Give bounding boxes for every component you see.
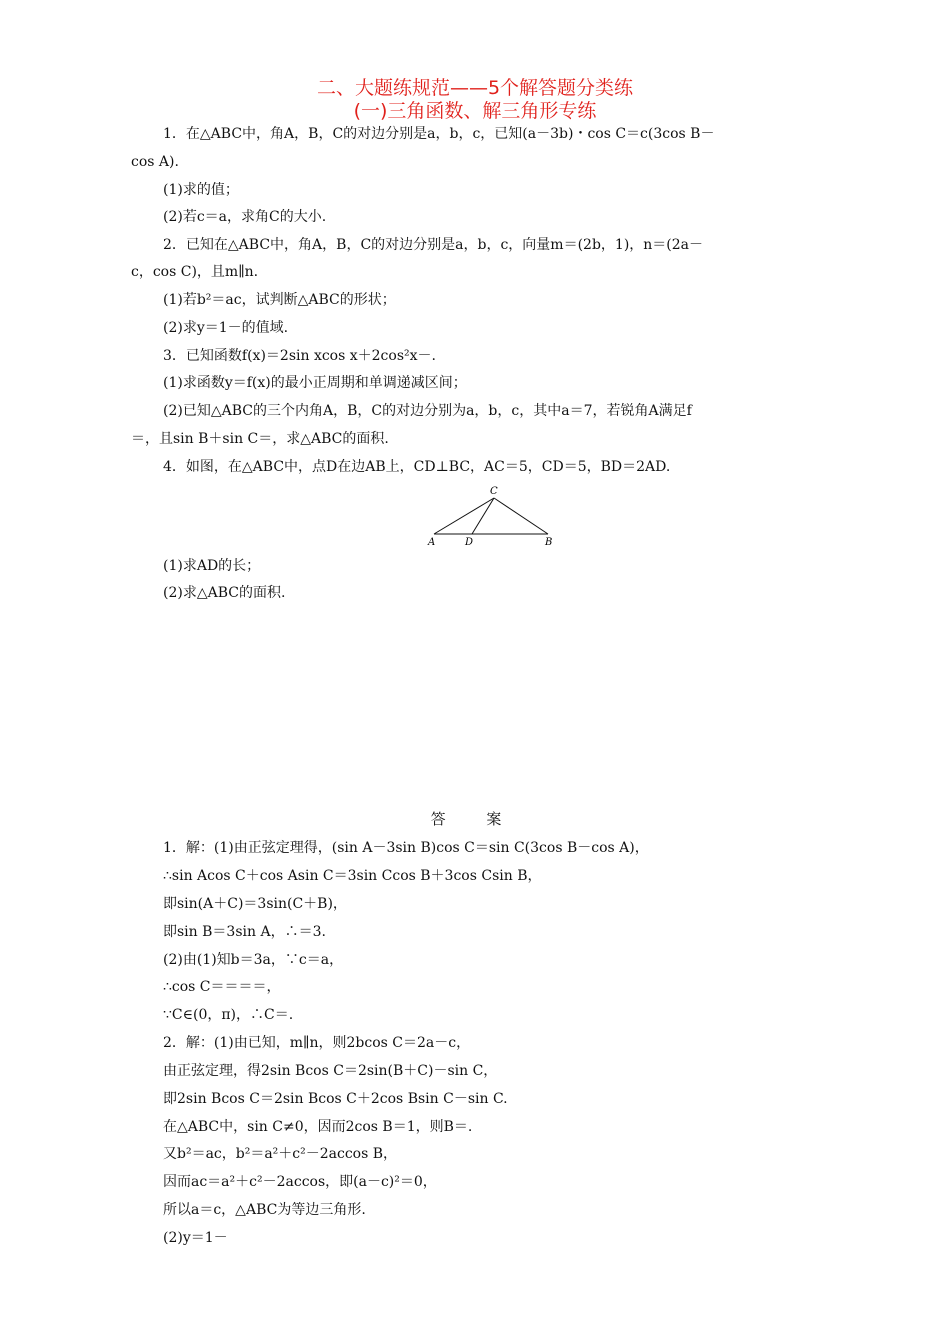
- answer-line: 所以a＝c，△ABC为等边三角形.: [163, 1202, 366, 1218]
- problem-3-part-2-cont: ＝，且sin B＋sin C＝，求△ABC的面积.: [131, 431, 389, 447]
- triangle-figure: [424, 484, 564, 550]
- vertex-label-c: C: [490, 486, 498, 497]
- answer-line: 1．解：(1)由正弦定理得，(sin A－3sin B)cos C＝sin C(3cos B－cos A)，: [163, 840, 649, 856]
- answer-line: ∴cos C＝＝＝＝，: [163, 979, 281, 995]
- section-title: 二、大题练规范——5个解答题分类练: [316, 77, 634, 99]
- problem-1-part-1: (1)求的值；: [163, 182, 239, 198]
- problem-2-part-1: (1)若b²＝ac，试判断△ABC的形状；: [163, 292, 396, 308]
- point-label-d: D: [465, 537, 474, 548]
- answer-line: 因而ac＝a²＋c²－2accos，即(a－c)²＝0，: [163, 1174, 437, 1190]
- answer-line: 2．解：(1)由已知，m∥n，则2bcos C＝2a－c，: [163, 1035, 471, 1051]
- problem-1-line: 1．在△ABC中，角A，B，C的对边分别是a，b，c，已知(a－3b)・cos C＝c(3cos B－: [163, 126, 715, 142]
- problem-4-part-2: (2)求△ABC的面积.: [163, 585, 286, 601]
- answer-line: (2)由(1)知b＝3a，∵c＝a，: [163, 952, 344, 968]
- problem-3-line: 3．已知函数f(x)＝2sin xcos x＋2cos²x－.: [163, 348, 436, 364]
- vertex-label-a: A: [428, 537, 436, 548]
- answer-line: ∵C∈(0，π)，∴C＝.: [163, 1007, 294, 1023]
- problem-1-line-cont: cos A).: [131, 154, 179, 170]
- problem-4-part-1: (1)求AD的长；: [163, 558, 261, 574]
- segment-cd: [472, 498, 494, 534]
- section-subtitle: (一)三角函数、解三角形专练: [353, 100, 597, 122]
- answer-line: 即sin B＝3sin A，∴＝3.: [163, 924, 326, 940]
- answer-line: 即2sin Bcos C＝2sin Bcos C＋2cos Bsin C－sin C.: [163, 1091, 508, 1107]
- answer-line: 又b²＝ac，b²＝a²＋c²－2accos B，: [163, 1146, 398, 1162]
- vertex-label-b: B: [545, 537, 553, 548]
- problem-3-part-1: (1)求函数y＝f(x)的最小正周期和单调递减区间；: [163, 375, 467, 391]
- answer-line: 由正弦定理，得2sin Bcos C＝2sin(B＋C)－sin C，: [163, 1063, 498, 1079]
- side-bc: [494, 498, 548, 534]
- problem-1-part-2: (2)若c＝a，求角C的大小.: [163, 209, 327, 225]
- problem-4-line: 4．如图，在△ABC中，点D在边AB上，CD⊥BC，AC＝5，CD＝5，BD＝2AD.: [163, 459, 671, 475]
- answer-line: 即sin(A＋C)＝3sin(C＋B)，: [163, 896, 347, 912]
- problem-2-part-2: (2)求y＝1－的值域.: [163, 320, 289, 336]
- answer-line: (2)y＝1－: [163, 1230, 228, 1246]
- side-ac: [434, 498, 494, 534]
- problem-2-line: 2．已知在△ABC中，角A，B，C的对边分别是a，b，c，向量m＝(2b，1)，n＝(2a－: [163, 237, 704, 253]
- problem-3-part-2: (2)已知△ABC的三个内角A，B，C的对边分别为a，b，c，其中a＝7，若锐角A满足f: [163, 403, 692, 419]
- answer-line: ∴sin Acos C＋cos Asin C＝3sin Ccos B＋3cos Csin B，: [163, 868, 542, 884]
- answers-heading: 答 案: [430, 810, 520, 828]
- answer-line: 在△ABC中，sin C≠0，因而2cos B＝1，则B＝.: [163, 1119, 473, 1135]
- problem-2-line-cont: c，cos C)，且m∥n.: [131, 264, 259, 280]
